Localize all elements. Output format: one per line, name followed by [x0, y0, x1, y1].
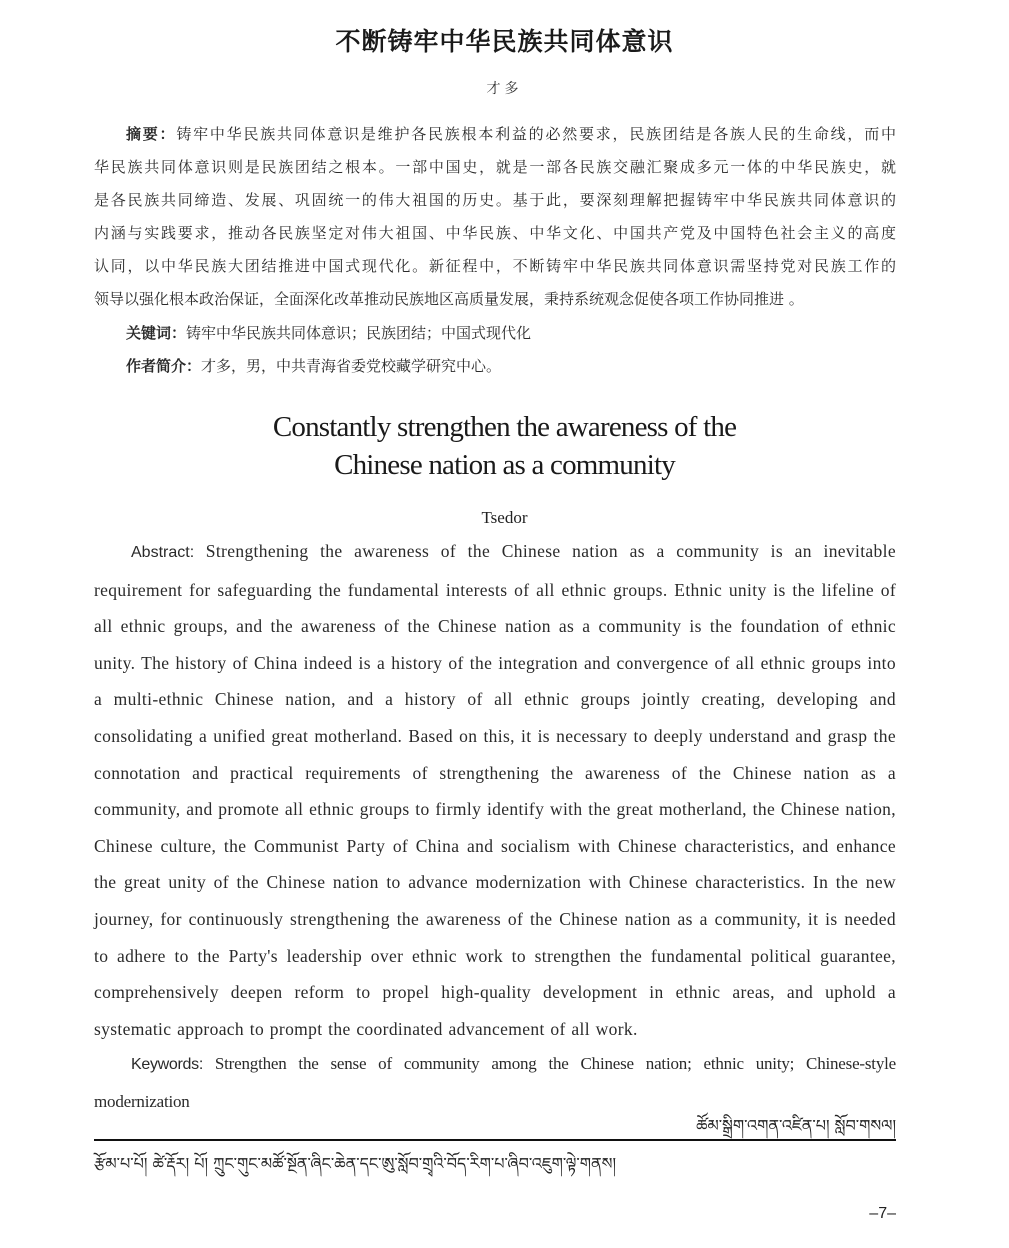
chinese-keywords-text: 铸牢中华民族共同体意识；民族团结；中国式现代化 [186, 324, 532, 342]
english-abstract [94, 533, 896, 1047]
chinese-keywords-label: 关键词： [126, 324, 187, 342]
chinese-title: 不断铸牢中华民族共同体意识 [335, 27, 674, 56]
chinese-abstract-line: 领导以强化根本政治保证，全面深化改革推动民族地区高质量发展，秉持系统观念促使各项工作协同推进 。 [94, 290, 804, 308]
chinese-author-bio-text: 才多，男，中共青海省委党校藏学研究中心。 [201, 357, 502, 375]
chinese-abstract-label: 摘要： [126, 125, 177, 143]
english-title [0, 408, 1009, 484]
chinese-abstract [94, 118, 896, 316]
chinese-abstract-line: 华民族共同体意识则是民族团结之根本。一部中国史，就是一部各民族交融汇聚成多元一体的中华民族史，就 [94, 158, 896, 176]
english-abstract-label: Abstract: [131, 544, 195, 561]
chinese-author-bio [126, 355, 501, 376]
page-number: –7– [869, 1205, 896, 1222]
chinese-author-bio-label: 作者简介： [126, 357, 202, 375]
english-keywords-label: Keywords: [131, 1056, 203, 1073]
chinese-abstract-line: 内涵与实践要求，推动各民族坚定对伟大祖国、中华民族、中华文化、中国共产党及中国特色社会主义的高度 [94, 224, 896, 242]
english-keywords-text: Strengthen the sense of community among the Chinese nation; ethnic unity; Chinese-style modernization [94, 1054, 896, 1111]
english-abstract-text: Strengthening the awareness of the Chinese nation as a community is an inevitable requirement for safeguarding the fundamental interests of all ethnic groups. Ethnic unity is the lifeline of all ethnic groups, and the awareness of the Chinese nation as a community is the foundation of ethnic unity. The history of China indeed is a history of the integration and convergence of all ethnic groups into a multi-ethnic Chinese nation, and a history of all ethnic groups jointly creating, developing and consolidating a unified great motherland. Based on this, it is necessary to deeply understand and grasp the connotation and practical requirements of strengthening the awareness of the Chinese nation as a community, and promote all ethnic groups to firmly identify with the great motherland, the Chinese nation, Chinese culture, the Communist Party of China and socialism with Chinese characteristics, and enhance the great unity of the Chinese nation to advance modernization with Chinese characteristics. In the new journey, for continuously strengthening the awareness of the Chinese nation as a community, it is needed to adhere to the Party's leadership over ethnic work to strengthen the fundamental political guarantee, comprehensively deepen reform to propel high-quality development in ethnic areas, and uphold a systematic approach to prompt the coordinated advancement of all work. [94, 541, 896, 1039]
tibetan-author-footer: རྩོམ་པ་པོ། ཚེ་རྡོར། པོ། ཀྲུང་གུང་མཚོ་སྔོན་ཞིང་ཆེན་དང་ཨུ་སློབ་གྲྭའི་བོད་རིག་པ་ཞིབ་འཇུག་ལྟེ་གནས། [94, 1154, 617, 1173]
footer-rule [94, 1139, 896, 1141]
chinese-author: 才多 [486, 81, 523, 97]
chinese-abstract-line: 是各民族共同缔造、发展、巩固统一的伟大祖国的历史。基于此，要深刻理解把握铸牢中华民族共同体意识的 [94, 191, 896, 209]
english-title-line: Constantly strengthen the awareness of the [272, 411, 737, 443]
chinese-abstract-line [94, 118, 896, 151]
english-title-line: Chinese nation as a community [334, 449, 675, 481]
tibetan-editor-header: ཚོམ་སྒྲིག་འགན་འཛིན་པ། སློབ་གསལ། [696, 1116, 896, 1135]
english-author: Tsedor [481, 508, 528, 527]
chinese-abstract-line: 认同，以中华民族大团结推进中国式现代化。新征程中，不断铸牢中华民族共同体意识需坚持党对民族工作的 [94, 257, 896, 275]
chinese-abstract-text: 铸牢中华民族共同体意识是维护各民族根本利益的必然要求，民族团结是各族人民的生命线，而中 [176, 125, 896, 143]
chinese-keywords [126, 322, 531, 343]
